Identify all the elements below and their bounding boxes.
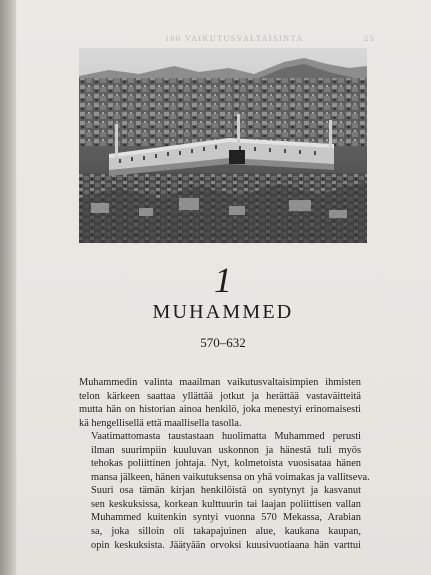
page-number: 25 <box>364 34 375 43</box>
chapter-title: MUHAMMED <box>152 301 294 323</box>
text-line: opin keskuksista. Jäätyään orvoksi kuusivuotiaana hän varttui <box>91 539 361 551</box>
text-line: kä hengellisellä että maallisella tasolla. <box>79 417 242 429</box>
photo-city-mosque <box>79 48 367 243</box>
chapter-dates: 570–632 <box>200 335 246 350</box>
text-line: sa, joka silloin oli takapajuinen alue, kaukana kaupan, <box>91 526 361 538</box>
running-head-title: 100 VAIKUTUSVALTAISINTA <box>165 34 304 43</box>
text-line: sen keskuksissa, korkean kulttuurin tai laajan poliittisen vallan <box>91 498 361 510</box>
paragraph-2 <box>79 430 370 484</box>
paragraph-3 <box>79 484 361 552</box>
paragraph-1 <box>79 376 361 430</box>
chapter-number: 1 <box>214 260 232 300</box>
text-line: Muhammedin valinta maailman vaikutusvaltaisimpien ihmisten <box>79 377 361 388</box>
text-line: Vaatimattomasta taustastaan huolimatta Muhammed perusti <box>91 431 361 443</box>
text-line: mansa jälkeen, hänen vaikutuksensa on yhä voimakas ja vallitseva. <box>91 471 370 483</box>
text-line: Suuri osa tämän kirjan henkilöistä on syntynyt ja kasvanut <box>91 485 361 497</box>
text-line: telon kärkeen saattaa yllättää jotkut ja herättää vastaväitteitä <box>79 390 361 402</box>
text-line: Muhammed kuitenkin syntyi vuonna 570 Mekassa, Arabian <box>91 512 361 524</box>
text-line: mutta hän on historian ainoa henkilö, joka menestyi erinomaisesti <box>79 404 361 416</box>
text-line: ilman suurimpiin kuuluvan uskonnon ja hänestä tuli myös <box>91 444 361 456</box>
text-line: tehokas poliittinen johtaja. Nyt, kolmetoista vuosisataa hänen <box>91 458 361 470</box>
body-text <box>79 376 370 552</box>
